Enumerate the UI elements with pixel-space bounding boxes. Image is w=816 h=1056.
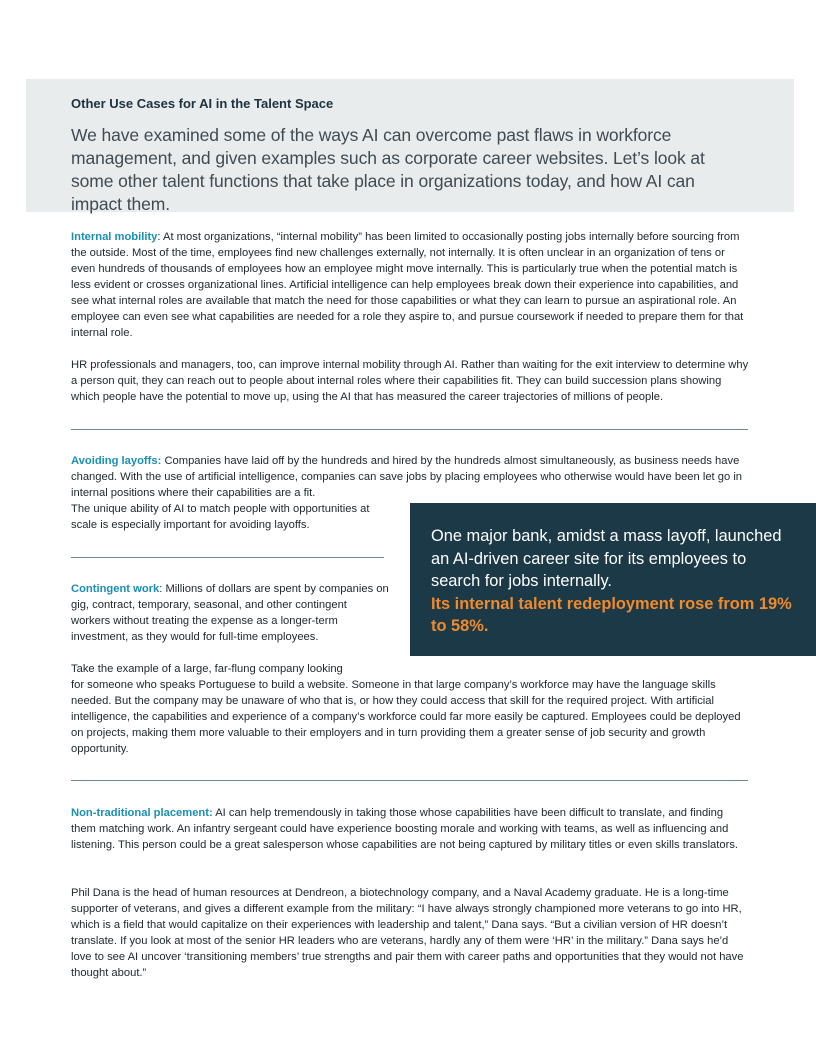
intro-title: Other Use Cases for AI in the Talent Space [71, 96, 334, 111]
contingent-work-heading: Contingent work [71, 583, 160, 595]
non-traditional-paragraph [71, 805, 751, 853]
callout-statement: One major bank, amidst a mass layoff, launched an AI-driven career site for its employees to search for jobs internally. [431, 527, 782, 590]
internal-mobility-text: : At most organizations, “internal mobility” has been limited to occasionally posting jobs internally before sourcing from the outside. Most of the time, employees find new challenges externally, not internally. It is often unclear in an organization of tens or even hundreds of thousands of employees how an employee might move internally. This is particularly true when the potential match is less evident or crosses organizational lines. Artificial intelligence can help employees break down their experience into capabilities, and see what internal roles are available that match the need for those capabilities or what they can learn to pursue an aspirational role. An employee can even see what capabilities are needed for a role they aspire to, and pursue coursework if needed to prepare them for that internal role. [71, 231, 744, 339]
avoiding-layoffs-paragraph-2: The unique ability of AI to match people with opportunities at scale is especially important for avoiding layoffs. [71, 503, 370, 531]
internal-mobility-paragraph-2: HR professionals and managers, too, can improve internal mobility through AI. Rather than waiting for the exit interview to determine why a person quit, they can reach out to people about internal roles where their capabilities fit. They can build succession plans showing which people have the potential to move up, using the AI that has measured the career trajectories of millions of people. [71, 359, 749, 403]
non-traditional-heading: Non-traditional placement: [71, 807, 213, 819]
callout-text [431, 525, 796, 638]
contingent-work-text: : Millions of dollars are spent by companies on gig, contract, temporary, seasonal, and other contingent workers without treating the expense as a longer-term investment, as they would for full-time employees. [71, 583, 389, 643]
contingent-work-paragraph [71, 581, 389, 645]
callout-highlight: Its internal talent redeployment rose from 19% to 58%. [431, 594, 792, 635]
internal-mobility-heading: Internal mobility [71, 231, 158, 243]
avoiding-layoffs-heading: Avoiding layoffs: [71, 455, 162, 467]
section-divider [71, 780, 748, 781]
section-divider [71, 557, 384, 558]
callout-box [410, 503, 816, 656]
intro-text: We have examined some of the ways AI can overcome past flaws in workforce management, and given examples such as corporate career websites. Let’s look at some other talent functions that take place in organizations today, and how AI can impact them. [71, 125, 705, 214]
contingent-work-paragraph-2: for someone who speaks Portuguese to build a website. Someone in that large company’s workforce may have the language skills needed. But the company may be unaware of who that is, or how they could access that skill for the required project. With artificial intelligence, the capabilities and experience of a company’s workforce could far more easily be captured. Employees could be deployed on projects, making them more valuable to their employers and in turn providing them a greater sense of job security and growth opportunity. [71, 679, 741, 755]
section-divider [71, 429, 748, 430]
intro-box [26, 79, 794, 212]
internal-mobility-paragraph [71, 229, 751, 341]
non-traditional-paragraph-2: Phil Dana is the head of human resources at Dendreon, a biotechnology company, and a Naval Academy graduate. He is a long-time supporter of veterans, and gives a different example from the military: “I have always strongly championed more veterans to go into HR, which is a field that would capitalize on their experiences with leadership and talent,” Dana says. “But a civilian version of HR doesn’t translate. If you look at most of the senior HR leaders who are veterans, hardly any of them were ‘HR’ in the military.” Dana says he’d love to see AI uncover ‘transitioning members’ true strengths and pair them with career paths and opportunities that they would not have thought about.” [71, 887, 744, 979]
avoiding-layoffs-paragraph [71, 453, 753, 501]
non-traditional-text: AI can help tremendously in taking those whose capabilities have been difficult to translate, and finding them matching work. An infantry sergeant could have experience boosting morale and working with teams, as well as influencing and listening. This person could be a great salesperson whose capabilities are not being captured by military titles or even skills translators. [71, 807, 739, 851]
contingent-work-paragraph-2-start: Take the example of a large, far-flung company looking [71, 663, 343, 675]
avoiding-layoffs-text: Companies have laid off by the hundreds and hired by the hundreds almost simultaneously, as business needs have changed. With the use of artificial intelligence, companies can save jobs by placing employees who otherwise would have been let go in internal positions where their capabilities are a fit. [71, 455, 743, 499]
